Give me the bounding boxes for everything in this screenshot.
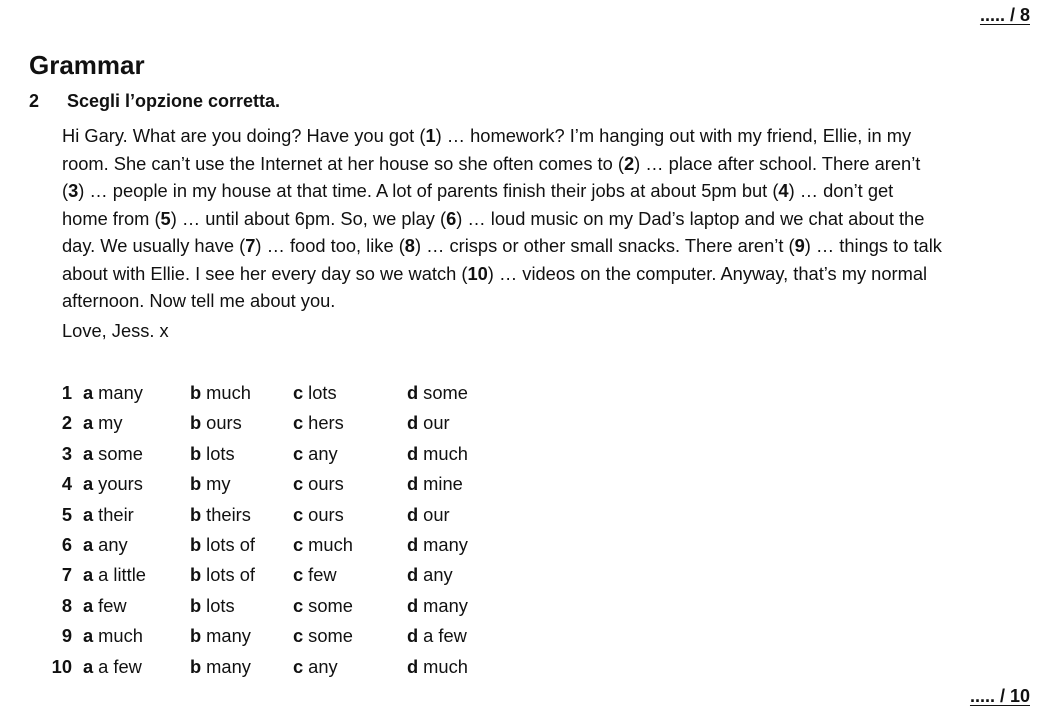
option-letter: c — [293, 382, 304, 403]
option-letter: a — [83, 594, 94, 616]
option-a[interactable] — [83, 378, 143, 408]
option-text: lots of — [206, 533, 255, 555]
passage-text: day. We usually have ( — [62, 235, 246, 256]
option-letter: a — [83, 533, 94, 555]
exercise-heading — [29, 91, 280, 112]
gap-number: 9 — [794, 235, 805, 256]
option-letter: d — [407, 564, 419, 586]
option-a[interactable] — [83, 500, 134, 530]
gap-number: 8 — [404, 235, 415, 256]
option-letter: c — [293, 625, 304, 647]
option-letter: d — [407, 594, 419, 616]
option-letter: d — [407, 625, 419, 647]
option-text: lots of — [206, 564, 255, 586]
exercise-instruction: Scegli l’opzione corretta. — [67, 91, 281, 111]
option-d[interactable] — [407, 560, 453, 590]
passage-text: ) … homework? I’m hanging out with my friend, Ellie, in my — [435, 125, 912, 146]
passage-text: ) … videos on the computer. Anyway, that’s my normal — [487, 262, 928, 284]
option-text: our — [423, 412, 450, 434]
passage-text: ) … food too, like ( — [255, 235, 405, 256]
option-d[interactable] — [407, 621, 467, 651]
option-text: much — [308, 533, 353, 555]
option-text: many — [423, 533, 468, 555]
option-letter: a — [83, 655, 94, 677]
option-b[interactable] — [190, 439, 235, 469]
option-letter: a — [83, 564, 94, 586]
option-a[interactable] — [83, 469, 143, 499]
option-letter: c — [293, 442, 304, 464]
passage-text: ) … loud music on my Dad’s laptop and we chat about the — [456, 207, 925, 229]
question-number: 2 — [61, 412, 72, 434]
option-c[interactable] — [293, 560, 337, 590]
option-d[interactable] — [407, 591, 468, 621]
option-letter: b — [190, 564, 202, 586]
option-text: much — [423, 655, 468, 677]
option-text: any — [308, 442, 338, 464]
passage-text: ) … crisps or other small snacks. There aren’t ( — [414, 235, 795, 256]
option-letter: c — [293, 655, 304, 677]
passage-line — [62, 232, 1042, 260]
option-letter: d — [407, 382, 419, 403]
option-text: much — [206, 382, 251, 403]
gap-number: 1 — [425, 125, 436, 146]
option-c[interactable] — [293, 530, 353, 560]
option-text: lots — [206, 442, 235, 464]
option-letter: a — [83, 382, 94, 403]
option-text: some — [98, 442, 143, 464]
option-a[interactable] — [83, 621, 143, 651]
question-number: 8 — [61, 594, 72, 616]
option-a[interactable] — [83, 439, 143, 469]
option-letter: c — [293, 564, 304, 586]
option-letter: d — [407, 533, 419, 555]
option-b[interactable] — [190, 530, 255, 560]
question-number: 4 — [61, 473, 72, 495]
question-number: 5 — [61, 503, 72, 525]
option-letter: c — [293, 473, 304, 495]
option-letter: b — [190, 533, 202, 555]
option-letter: d — [407, 655, 419, 677]
passage-text: home from ( — [62, 207, 161, 229]
option-b[interactable] — [190, 560, 255, 590]
option-text: our — [423, 503, 450, 525]
passage-text: ( — [62, 180, 69, 201]
gap-number: 3 — [68, 180, 79, 201]
option-b[interactable] — [190, 469, 231, 499]
option-text: any — [308, 655, 338, 677]
exercise-number: 2 — [29, 91, 40, 111]
option-text: my — [98, 412, 123, 434]
option-a[interactable] — [83, 408, 123, 438]
option-letter: b — [190, 473, 202, 495]
option-letter: d — [407, 503, 419, 525]
passage-line — [62, 205, 1042, 233]
option-d[interactable] — [407, 408, 450, 438]
option-text: any — [98, 533, 128, 555]
option-text: many — [98, 382, 143, 403]
option-text: some — [308, 594, 353, 616]
option-d[interactable] — [407, 378, 468, 408]
option-c[interactable] — [293, 439, 338, 469]
question-number: 10 — [51, 655, 72, 677]
option-d[interactable] — [407, 469, 463, 499]
passage-line — [62, 260, 1042, 288]
option-d[interactable] — [407, 652, 468, 682]
option-b[interactable] — [190, 378, 251, 408]
passage-text: ) … place after school. There aren’t — [634, 152, 921, 174]
option-text: many — [423, 594, 468, 616]
option-letter: d — [407, 473, 419, 495]
question-number: 9 — [61, 625, 72, 647]
score-total-10: ..... / 10 — [969, 686, 1030, 706]
option-text: a few — [98, 655, 142, 677]
option-text: ours — [206, 412, 242, 434]
passage-text: ) … until about 6pm. So, we play ( — [170, 207, 447, 229]
option-text: few — [308, 564, 337, 586]
option-letter: d — [407, 442, 419, 464]
passage-line — [62, 287, 1042, 315]
option-letter: b — [190, 442, 202, 464]
option-letter: b — [190, 503, 202, 525]
option-b[interactable] — [190, 652, 251, 682]
option-text: yours — [98, 473, 143, 495]
option-letter: c — [293, 503, 304, 525]
passage-text: Hi Gary. What are you doing? Have you got ( — [62, 125, 426, 146]
option-c[interactable] — [293, 469, 344, 499]
option-c[interactable] — [293, 500, 344, 530]
option-a[interactable] — [83, 591, 127, 621]
passage-line — [62, 150, 1042, 178]
option-letter: a — [83, 473, 94, 495]
option-letter: a — [83, 412, 94, 434]
option-text: lots — [206, 594, 235, 616]
gap-number: 5 — [160, 207, 171, 229]
passage-text: room. She can’t use the Internet at her house so she often comes to ( — [62, 152, 624, 174]
option-letter: c — [293, 594, 304, 616]
option-text: a few — [423, 625, 467, 647]
option-text: their — [98, 503, 134, 525]
option-c[interactable] — [293, 408, 344, 438]
option-text: some — [308, 625, 353, 647]
option-text: many — [206, 625, 251, 647]
section-title: Grammar — [29, 50, 145, 80]
letter-passage — [62, 122, 1042, 315]
option-d[interactable] — [407, 530, 468, 560]
question-number: 1 — [61, 382, 72, 403]
option-text: much — [423, 442, 468, 464]
passage-text: about with Ellie. I see her every day so we watch ( — [62, 262, 468, 284]
gap-number: 2 — [623, 152, 635, 174]
passage-text: ) … people in my house at that time. A lot of parents finish their jobs at about 5pm but ( — [78, 180, 779, 201]
option-letter: b — [190, 382, 202, 403]
option-letter: b — [190, 655, 202, 677]
option-d[interactable] — [407, 500, 450, 530]
passage-text: ) … things to talk — [804, 235, 942, 256]
option-b[interactable] — [190, 591, 235, 621]
option-text: mine — [423, 473, 463, 495]
option-c[interactable] — [293, 652, 338, 682]
option-a[interactable] — [83, 652, 142, 682]
gap-number: 4 — [778, 180, 789, 201]
gap-number: 10 — [467, 262, 488, 284]
option-text: hers — [308, 412, 344, 434]
option-text: ours — [308, 503, 344, 525]
option-letter: d — [407, 412, 419, 434]
option-text: much — [98, 625, 143, 647]
option-c[interactable] — [293, 621, 353, 651]
gap-number: 7 — [245, 235, 256, 256]
option-letter: a — [83, 503, 94, 525]
option-text: lots — [308, 382, 337, 403]
option-text: any — [423, 564, 453, 586]
option-b[interactable] — [190, 621, 251, 651]
option-text: many — [206, 655, 251, 677]
option-b[interactable] — [190, 408, 242, 438]
option-letter: a — [83, 442, 94, 464]
option-letter: c — [293, 533, 304, 555]
option-letter: b — [190, 594, 202, 616]
option-letter: c — [293, 412, 304, 434]
option-text: ours — [308, 473, 344, 495]
option-a[interactable] — [83, 560, 146, 590]
option-letter: a — [83, 625, 94, 647]
gap-number: 6 — [446, 207, 457, 229]
option-c[interactable] — [293, 591, 353, 621]
passage-line — [62, 177, 1042, 205]
option-letter: b — [190, 412, 202, 434]
option-a[interactable] — [83, 530, 128, 560]
option-letter: b — [190, 625, 202, 647]
option-text: my — [206, 473, 231, 495]
question-number: 3 — [61, 442, 72, 464]
option-text: theirs — [206, 503, 251, 525]
option-text: some — [423, 382, 468, 403]
option-c[interactable] — [293, 378, 337, 408]
question-number: 6 — [61, 533, 72, 555]
question-number: 7 — [61, 564, 72, 586]
option-d[interactable] — [407, 439, 468, 469]
passage-line — [62, 122, 1042, 150]
score-total-8: ..... / 8 — [979, 5, 1030, 25]
option-text: a little — [98, 564, 146, 586]
passage-text: ) … don’t get — [788, 180, 894, 201]
option-b[interactable] — [190, 500, 251, 530]
option-text: few — [98, 594, 127, 616]
passage-text: afternoon. Now tell me about you. — [62, 290, 336, 311]
letter-signoff: Love, Jess. x — [62, 320, 169, 341]
